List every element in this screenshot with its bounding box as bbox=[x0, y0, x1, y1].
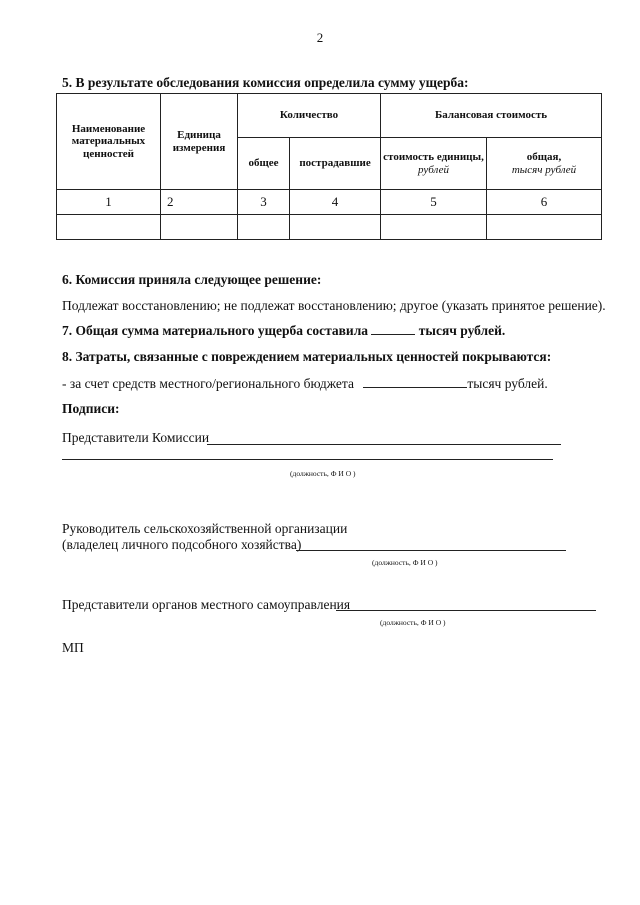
stamp-place-mp: МП bbox=[62, 640, 84, 655]
section-8-heading: 8. Затраты, связанные с повреждением материальных ценностей покрываются: bbox=[62, 349, 552, 364]
local-gov-caption: (должность, Ф И О ) bbox=[380, 618, 446, 627]
column-number: 5 bbox=[381, 190, 487, 215]
total-damage-blank[interactable] bbox=[371, 323, 415, 335]
column-number: 4 bbox=[290, 190, 381, 215]
section-7 bbox=[62, 323, 505, 339]
column-number: 1 bbox=[57, 190, 161, 215]
section-5-heading: 5. В результате обследования комиссия определила сумму ущерба: bbox=[62, 75, 469, 90]
section-6-text: Подлежат восстановлению; не подлежат восстановлению; другое (указать принятое решение). bbox=[62, 298, 606, 313]
table-number-row bbox=[57, 190, 602, 215]
header-quantity-total: общее bbox=[238, 138, 290, 190]
table-cell[interactable] bbox=[57, 215, 161, 240]
table-cell[interactable] bbox=[487, 215, 602, 240]
commission-signature-line-2[interactable] bbox=[62, 459, 553, 460]
header-quantity: Количество bbox=[238, 94, 381, 138]
section-7-suffix: тысяч рублей. bbox=[418, 323, 506, 338]
header-unit: Единица измерения bbox=[161, 94, 238, 190]
commission-caption: (должность, Ф И О ) bbox=[290, 469, 356, 478]
signatures-heading: Подписи: bbox=[62, 401, 120, 416]
head-signature-line[interactable] bbox=[296, 550, 566, 551]
section-7-prefix: 7. Общая сумма материального ущерба составила bbox=[62, 323, 369, 338]
column-number: 6 bbox=[487, 190, 602, 215]
header-balance-cost: Балансовая стоимость bbox=[381, 94, 602, 138]
section-6-heading: 6. Комиссия приняла следующее решение: bbox=[62, 272, 322, 287]
section-8-suffix: тысяч рублей. bbox=[467, 376, 548, 391]
local-gov-signature-line[interactable] bbox=[336, 610, 596, 611]
page-number: 2 bbox=[316, 30, 324, 45]
table-cell[interactable] bbox=[161, 215, 238, 240]
table-empty-row bbox=[57, 215, 602, 240]
table-cell[interactable] bbox=[381, 215, 487, 240]
header-quantity-damaged: пострадавшие bbox=[290, 138, 381, 190]
table-cell[interactable] bbox=[238, 215, 290, 240]
column-number: 3 bbox=[238, 190, 290, 215]
head-caption: (должность, Ф И О ) bbox=[372, 558, 438, 567]
header-total-cost: общая, тысяч рублей bbox=[487, 138, 602, 190]
header-unit-cost: стоимость единицы, рублей bbox=[381, 138, 487, 190]
commission-label: Представители Комиссии bbox=[62, 430, 210, 445]
head-label-line1: Руководитель сельскохозяйственной организации bbox=[62, 521, 348, 536]
section-8-line bbox=[62, 376, 548, 392]
header-name: Наименование материальных ценностей bbox=[57, 94, 161, 190]
column-number: 2 bbox=[161, 190, 238, 215]
section-8-prefix: - за счет средств местного/регионального бюджета bbox=[62, 376, 354, 391]
local-gov-label: Представители органов местного самоуправления bbox=[62, 597, 351, 612]
head-label-line2: (владелец личного подсобного хозяйства) bbox=[62, 537, 302, 552]
table-cell[interactable] bbox=[290, 215, 381, 240]
damage-table bbox=[56, 93, 602, 240]
budget-amount-blank[interactable] bbox=[363, 376, 467, 388]
commission-signature-line[interactable] bbox=[207, 444, 561, 445]
